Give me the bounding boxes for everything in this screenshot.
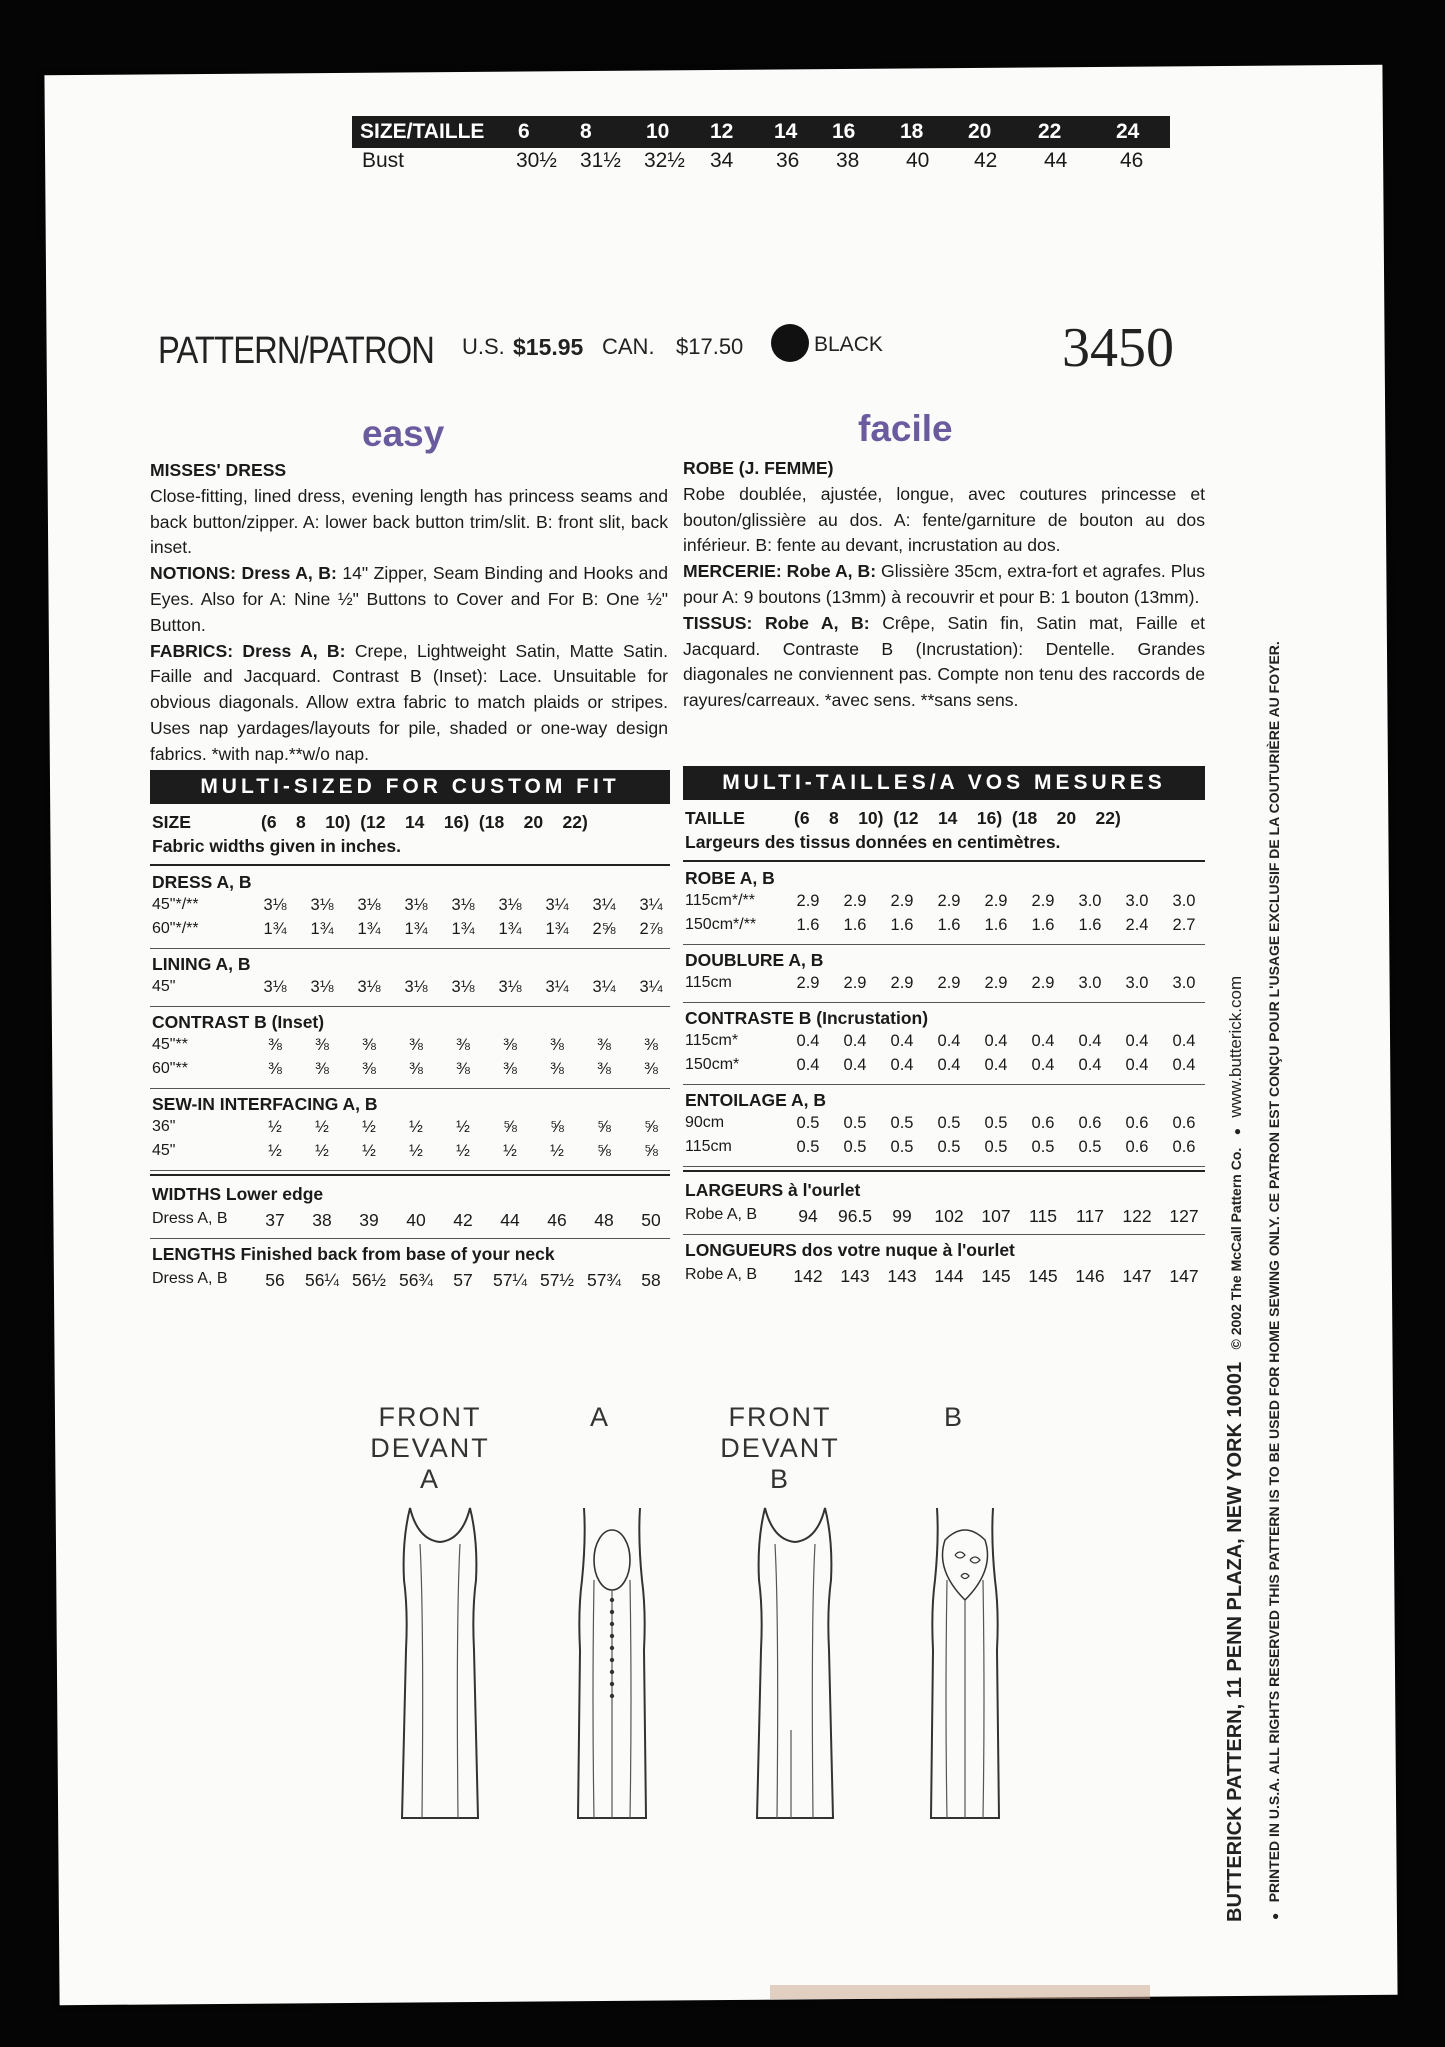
table-cell: 2⅝ <box>592 920 616 938</box>
bust-label: Bust <box>362 149 405 172</box>
bust-row <box>352 149 1170 177</box>
english-description <box>150 458 668 768</box>
table-cell: ⅜ <box>503 1036 517 1054</box>
table-cell: 102 <box>934 1206 964 1226</box>
table-cell: 2.9 <box>984 974 1008 992</box>
table-cell: 3⅛ <box>263 896 287 914</box>
pattern-label: PATTERN/PATRON <box>158 330 435 372</box>
website-link[interactable]: www.butterick.com <box>1226 975 1245 1118</box>
table-cell: 56½ <box>351 1270 387 1290</box>
table-cell: ½ <box>268 1142 282 1160</box>
table-cell: 0.5 <box>796 1114 820 1132</box>
table-cell: ⅜ <box>315 1036 329 1054</box>
view-label-line2: DEVANT <box>720 1433 840 1463</box>
table-cell: 0.5 <box>890 1114 914 1132</box>
row-label: 36" <box>152 1118 176 1135</box>
size-header-label: SIZE/TAILLE <box>360 120 485 143</box>
table-cell: 57¾ <box>586 1270 622 1290</box>
table-cell: ⅜ <box>597 1060 611 1078</box>
dress-a-back-sketch <box>562 1500 662 1830</box>
view-label <box>914 1402 994 1433</box>
row-label: 45"** <box>152 1036 188 1053</box>
table-cell: ⅜ <box>409 1060 423 1078</box>
table-cell: ½ <box>456 1118 470 1136</box>
table-cell: ⅝ <box>644 1118 658 1136</box>
view-label <box>350 1402 510 1495</box>
table-divider <box>150 864 670 866</box>
table-cell: 0.4 <box>843 1056 867 1074</box>
size-16: 16 <box>832 120 856 143</box>
size-18: 18 <box>900 120 924 143</box>
table-cell: 3⅛ <box>451 978 475 996</box>
table-cell: 144 <box>934 1266 964 1286</box>
view-letter: B <box>769 1464 790 1494</box>
row-label: 115cm <box>685 974 732 991</box>
table-cell: ½ <box>315 1118 329 1136</box>
row-label: 90cm <box>685 1114 725 1131</box>
table-cell: 0.6 <box>1125 1138 1149 1156</box>
table-cell: 0.5 <box>843 1114 867 1132</box>
section-title: CONTRASTE B (Incrustation) <box>685 1008 929 1028</box>
table-cell: 3⅛ <box>357 896 381 914</box>
table-cell: 0.4 <box>1172 1032 1196 1050</box>
publisher-sidebar: BUTTERICK PATTERN, 11 PENN PLAZA, NEW YORK 10001 © 2002 The McCall Pattern Co. ● www.butterick.com <box>1224 975 1246 1922</box>
bust-value: 34 <box>710 149 734 172</box>
table-cell: ⅜ <box>597 1036 611 1054</box>
table-cell: 1.6 <box>843 916 867 934</box>
bust-value: 30½ <box>516 149 557 172</box>
table-cell: 2.9 <box>796 892 820 910</box>
table-cell: 56 <box>265 1270 285 1290</box>
table-cell: 3⅛ <box>310 978 334 996</box>
table-cell: 0.6 <box>1078 1114 1102 1132</box>
table-cell: 44 <box>500 1210 520 1230</box>
size-groups: (6 8 10) (12 14 16) (18 20 22) <box>794 808 1121 828</box>
table-cell: 46 <box>547 1210 567 1230</box>
table-cell: 0.5 <box>984 1138 1008 1156</box>
table-cell: 146 <box>1075 1266 1105 1286</box>
widths-title: LARGEURS à l'ourlet <box>685 1180 861 1200</box>
table-cell: 0.4 <box>937 1056 961 1074</box>
widths-title: WIDTHS Lower edge <box>152 1184 324 1204</box>
row-divider <box>683 1084 1205 1085</box>
table-cell: 50 <box>641 1210 661 1230</box>
section-title: CONTRAST B (Inset) <box>152 1012 325 1032</box>
table-cell: 145 <box>1028 1266 1058 1286</box>
row-divider <box>150 1088 670 1089</box>
table-cell: 99 <box>892 1206 912 1226</box>
size-chart-strip <box>352 113 1170 177</box>
table-cell: 0.5 <box>843 1138 867 1156</box>
size-22: 22 <box>1038 120 1062 143</box>
tissus-text: Crêpe, Satin fin, Satin mat, Faille et Jacquard. Contraste B (Incrustation): Dentelle. Grandes diagonales ne conviennent pas. Compte non tenu des raccords de rayures/carreaux. *avec sens. **sans sens. <box>683 612 1206 711</box>
table-cell: ½ <box>409 1142 423 1160</box>
row-label: 115cm* <box>685 1032 739 1049</box>
table-cell: 2.9 <box>890 974 914 992</box>
bust-value: 46 <box>1120 149 1144 172</box>
color-swatch-icon <box>771 324 809 362</box>
table-cell: 1.6 <box>937 916 961 934</box>
bust-value: 31½ <box>580 149 621 172</box>
table-cell: ⅜ <box>550 1060 564 1078</box>
table-cell: 37 <box>265 1210 285 1230</box>
table-cell: 143 <box>887 1266 917 1286</box>
table-cell: ½ <box>409 1118 423 1136</box>
table-cell: 2.4 <box>1125 916 1149 934</box>
table-cell: 57¼ <box>492 1270 528 1290</box>
bust-value: 44 <box>1044 149 1068 172</box>
table-cell: 0.6 <box>1125 1114 1149 1132</box>
table-cell: ½ <box>315 1142 329 1160</box>
table-cell: ⅜ <box>268 1036 282 1054</box>
size-12: 12 <box>710 120 734 143</box>
view-label-line2: DEVANT <box>370 1433 490 1463</box>
table-cell: 1¾ <box>263 920 287 938</box>
table-cell: 0.5 <box>890 1138 914 1156</box>
row-label: Robe A, B <box>685 1266 758 1283</box>
table-cell: 3¼ <box>545 896 569 914</box>
row-divider <box>150 948 670 949</box>
table-cell: 143 <box>840 1266 870 1286</box>
table-cell: 1.6 <box>1078 916 1102 934</box>
table-cell: 1¾ <box>545 920 569 938</box>
table-cell: ⅜ <box>315 1060 329 1078</box>
table-cell: 0.4 <box>1172 1056 1196 1074</box>
table-cell: 2.9 <box>937 892 961 910</box>
table-cell: 3¼ <box>639 978 663 996</box>
table-cell: 56¼ <box>304 1270 340 1290</box>
section-title: SEW-IN INTERFACING A, B <box>152 1094 378 1114</box>
table-cell: ⅝ <box>597 1142 611 1160</box>
lengths-title: LONGUEURS dos votre nuque à l'ourlet <box>685 1240 1015 1260</box>
table-cell: 3⅛ <box>498 896 522 914</box>
table-cell: ½ <box>503 1142 517 1160</box>
table-band: MULTI-TAILLES/A VOS MESURES <box>683 766 1205 800</box>
row-divider <box>683 1166 1205 1167</box>
table-cell: 42 <box>453 1210 473 1230</box>
table-cell: 0.4 <box>1031 1032 1055 1050</box>
table-cell: 147 <box>1169 1266 1199 1286</box>
row-label: 150cm*/** <box>685 916 757 933</box>
size-label: SIZE <box>152 812 191 832</box>
table-cell: 2.9 <box>890 892 914 910</box>
french-description <box>683 456 1205 714</box>
table-cell: 1.6 <box>1031 916 1055 934</box>
table-cell: 117 <box>1076 1206 1104 1226</box>
publisher-address: BUTTERICK PATTERN, 11 PENN PLAZA, NEW YORK 10001 <box>1224 1361 1246 1922</box>
table-cell: ½ <box>268 1118 282 1136</box>
table-cell: 1.6 <box>796 916 820 934</box>
table-cell: ⅜ <box>503 1060 517 1078</box>
table-cell: ⅝ <box>597 1118 611 1136</box>
table-cell: ⅝ <box>644 1142 658 1160</box>
table-cell: 2.7 <box>1172 916 1196 934</box>
english-body: Close-fitting, lined dress, evening length has princess seams and back button/zipper. A: lower back button trim/slit. B: front slit, back inset. <box>150 485 668 558</box>
copyright-notice: ● PRINTED IN U.S.A. ALL RIGHTS RESERVED THIS PATTERN IS TO BE USED FOR HOME SEWING ONLY. CE PATRON EST CONÇU POUR L'USAGE EXCLUSIF DE LA COUTURIÈRE AU FOYER. <box>1266 641 1282 1920</box>
table-cell: 0.4 <box>1078 1032 1102 1050</box>
row-divider <box>683 944 1205 945</box>
table-cell: 3⅛ <box>498 978 522 996</box>
lengths-title: LENGTHS Finished back from base of your neck <box>152 1244 555 1264</box>
widths-note: Fabric widths given in inches. <box>152 836 401 856</box>
table-divider <box>683 1170 1205 1172</box>
table-cell: 0.4 <box>843 1032 867 1050</box>
table-cell: ⅜ <box>456 1036 470 1054</box>
table-cell: 0.4 <box>796 1032 820 1050</box>
table-cell: 0.4 <box>937 1032 961 1050</box>
row-divider <box>683 1002 1205 1003</box>
table-cell: 2.9 <box>843 974 867 992</box>
table-divider <box>683 860 1205 862</box>
row-label: 60"*/** <box>152 920 199 937</box>
dress-a-front-sketch <box>380 1500 500 1830</box>
size-groups: (6 8 10) (12 14 16) (18 20 22) <box>261 812 588 832</box>
bust-value: 42 <box>974 149 998 172</box>
row-divider <box>150 1238 670 1239</box>
table-cell: 0.6 <box>1172 1114 1196 1132</box>
french-title: ROBE (J. FEMME) <box>683 458 834 478</box>
table-cell: 3.0 <box>1078 974 1102 992</box>
facile-badge: facile <box>858 408 953 449</box>
view-label <box>700 1402 860 1495</box>
view-label-line1: FRONT <box>728 1402 832 1432</box>
table-cell: 57 <box>453 1270 473 1290</box>
table-cell: ⅜ <box>409 1036 423 1054</box>
table-cell: 3⅛ <box>404 978 428 996</box>
size-label: TAILLE <box>685 808 745 828</box>
row-divider <box>150 1006 670 1007</box>
table-cell: 115 <box>1029 1206 1057 1226</box>
row-label: Dress A, B <box>152 1210 228 1227</box>
notions-label: NOTIONS: Dress A, B: <box>150 563 337 584</box>
table-cell: 3¼ <box>592 896 616 914</box>
view-letter: A <box>419 1464 440 1494</box>
table-cell: ⅜ <box>362 1036 376 1054</box>
size-6: 6 <box>518 120 530 143</box>
table-cell: 145 <box>981 1266 1011 1286</box>
size-14: 14 <box>774 120 798 143</box>
row-label: 115cm*/** <box>685 892 755 909</box>
table-cell: 3.0 <box>1172 892 1196 910</box>
view-label-line1: FRONT <box>378 1402 482 1432</box>
table-cell: 2.9 <box>1031 974 1055 992</box>
pattern-number: 3450 <box>1062 317 1174 379</box>
table-cell: 2.9 <box>1031 892 1055 910</box>
table-cell: 0.5 <box>984 1114 1008 1132</box>
english-yardage-table <box>150 770 670 1290</box>
can-price-label: CAN. <box>602 334 655 359</box>
table-cell: 0.5 <box>1031 1138 1055 1156</box>
section-title: LINING A, B <box>152 954 251 974</box>
table-cell: 3⅛ <box>404 896 428 914</box>
size-20: 20 <box>968 120 992 143</box>
copyright-text: © 2002 The McCall Pattern Co. <box>1228 1147 1244 1350</box>
table-cell: ½ <box>550 1142 564 1160</box>
table-cell: 1.6 <box>984 916 1008 934</box>
row-label: 45" <box>152 1142 176 1159</box>
table-cell: 1¾ <box>498 920 522 938</box>
table-cell: 3¼ <box>592 978 616 996</box>
section-title: ROBE A, B <box>685 868 775 888</box>
table-cell: 39 <box>359 1210 379 1230</box>
notice-text: PRINTED IN U.S.A. ALL RIGHTS RESERVED THIS PATTERN IS TO BE USED FOR HOME SEWING ONLY. CE PATRON EST CONÇU POUR L'USAGE EXCLUSIF DE LA COUTURIÈRE AU FOYER. <box>1266 641 1282 1903</box>
easy-badge: easy <box>362 413 445 454</box>
row-divider <box>683 1234 1205 1235</box>
table-cell: 0.5 <box>1078 1138 1102 1156</box>
table-cell: 142 <box>793 1266 823 1286</box>
table-cell: ⅜ <box>644 1036 658 1054</box>
table-cell: 0.4 <box>890 1056 914 1074</box>
notions-text: 14" Zipper, Seam Binding and Hooks and Eyes. Also for A: Nine ½" Buttons to Cover and For B: One ½" Button. <box>150 563 668 635</box>
table-cell: ½ <box>362 1118 376 1136</box>
view-letter: A <box>589 1402 610 1432</box>
row-label: 45"*/** <box>152 896 199 913</box>
table-cell: 0.4 <box>890 1032 914 1050</box>
table-cell: 0.4 <box>796 1056 820 1074</box>
table-cell: 56¾ <box>398 1270 434 1290</box>
table-cell: 2.9 <box>796 974 820 992</box>
tissus-label: TISSUS: Robe A, B: <box>683 612 870 633</box>
table-band: MULTI-SIZED FOR CUSTOM FIT <box>150 770 670 804</box>
table-cell: 2.9 <box>984 892 1008 910</box>
table-cell: 3¼ <box>639 896 663 914</box>
mercerie-text: Glissière 35cm, extra-fort et agrafes. Plus pour A: 9 boutons (13mm) à recouvrir et pour B: 1 bouton (13mm). <box>683 561 1205 607</box>
english-title: MISSES' DRESS <box>150 460 287 480</box>
table-cell: ½ <box>456 1142 470 1160</box>
table-cell: 3.0 <box>1125 974 1149 992</box>
table-cell: 40 <box>406 1210 426 1230</box>
table-cell: 1¾ <box>451 920 475 938</box>
french-yardage-table <box>683 766 1205 1286</box>
view-label <box>560 1402 640 1433</box>
table-cell: 1¾ <box>357 920 381 938</box>
row-label: 115cm <box>685 1138 732 1155</box>
table-cell: 48 <box>594 1210 614 1230</box>
mercerie-label: MERCERIE: Robe A, B: <box>683 561 877 582</box>
paper-stain <box>770 1985 1150 1999</box>
table-cell: 3⅛ <box>357 978 381 996</box>
table-cell: ⅜ <box>550 1036 564 1054</box>
table-cell: 1¾ <box>310 920 334 938</box>
table-cell: 0.4 <box>1125 1032 1149 1050</box>
table-divider <box>150 1174 670 1176</box>
table-cell: 3⅛ <box>451 896 475 914</box>
table-cell: 122 <box>1122 1206 1152 1226</box>
fabrics-text: Crepe, Lightweight Satin, Matte Satin. Faille and Jacquard. Contrast B (Inset): Lace. Unsuitable for obvious diagonals. Allow extra fabric to match plaids or stripes. Uses nap yardages/layouts for pile, shaded or one-way design fabrics. *with nap.**w/o nap. <box>150 640 668 764</box>
widths-note: Largeurs des tissus données en centimètres. <box>685 832 1061 852</box>
table-cell: 3¼ <box>545 978 569 996</box>
table-cell: 0.5 <box>937 1114 961 1132</box>
table-cell: ½ <box>362 1142 376 1160</box>
table-cell: 0.6 <box>1172 1138 1196 1156</box>
table-cell: 2⅞ <box>639 920 663 938</box>
bust-value: 36 <box>776 149 800 172</box>
row-label: Robe A, B <box>685 1206 758 1223</box>
table-cell: 96.5 <box>837 1206 873 1226</box>
size-8: 8 <box>580 120 592 143</box>
section-title: ENTOILAGE A, B <box>685 1090 826 1110</box>
fabrics-label: FABRICS: Dress A, B: <box>150 640 346 661</box>
row-label: 150cm* <box>685 1056 740 1073</box>
table-cell: 127 <box>1169 1206 1199 1226</box>
row-label: Dress A, B <box>152 1270 228 1287</box>
table-cell: 0.4 <box>1078 1056 1102 1074</box>
table-cell: ⅜ <box>644 1060 658 1078</box>
row-divider <box>150 1170 670 1171</box>
french-body: Robe doublée, ajustée, longue, avec coutures princesse et bouton/glissière au dos. A: fente/garniture de bouton au dos inférieur. B: fente au devant, incrustation au dos. <box>683 483 1205 556</box>
table-cell: 0.5 <box>937 1138 961 1156</box>
size-10: 10 <box>646 120 670 143</box>
section-title: DRESS A, B <box>152 872 252 892</box>
table-cell: 0.6 <box>1031 1114 1055 1132</box>
table-cell: 94 <box>798 1206 818 1226</box>
table-cell: 1.6 <box>890 916 914 934</box>
table-cell: 0.4 <box>1031 1056 1055 1074</box>
table-cell: 0.4 <box>984 1032 1008 1050</box>
color-name: BLACK <box>814 333 883 356</box>
us-price: $15.95 <box>513 334 584 360</box>
us-price-label: U.S. <box>462 334 505 359</box>
table-cell: 0.4 <box>984 1056 1008 1074</box>
table-cell: 58 <box>641 1270 661 1290</box>
section-title: DOUBLURE A, B <box>685 950 824 970</box>
table-cell: 147 <box>1122 1266 1152 1286</box>
table-cell: 3.0 <box>1078 892 1102 910</box>
table-cell: 0.5 <box>796 1138 820 1156</box>
table-cell: 3⅛ <box>310 896 334 914</box>
row-label: 60"** <box>152 1060 188 1077</box>
table-cell: 1¾ <box>404 920 428 938</box>
can-price: $17.50 <box>676 334 744 359</box>
table-cell: 38 <box>312 1210 332 1230</box>
size-chart-header <box>352 116 1170 148</box>
table-cell: ⅝ <box>550 1118 564 1136</box>
table-cell: 3.0 <box>1172 974 1196 992</box>
row-label: 45" <box>152 978 176 995</box>
table-cell: ⅜ <box>362 1060 376 1078</box>
view-letter: B <box>943 1402 964 1432</box>
table-cell: 3⅛ <box>263 978 287 996</box>
table-cell: 3.0 <box>1125 892 1149 910</box>
table-cell: 57½ <box>539 1270 575 1290</box>
dress-b-front-sketch <box>735 1500 855 1830</box>
table-cell: 0.4 <box>1125 1056 1149 1074</box>
table-cell: ⅜ <box>268 1060 282 1078</box>
table-cell: 2.9 <box>937 974 961 992</box>
table-cell: ⅝ <box>503 1118 517 1136</box>
dress-b-back-sketch <box>915 1500 1015 1830</box>
table-cell: ⅜ <box>456 1060 470 1078</box>
bust-value: 38 <box>836 149 860 172</box>
table-cell: 107 <box>981 1206 1011 1226</box>
size-24: 24 <box>1116 120 1140 143</box>
bust-value: 40 <box>906 149 930 172</box>
bust-value: 32½ <box>644 149 685 172</box>
table-cell: 2.9 <box>843 892 867 910</box>
